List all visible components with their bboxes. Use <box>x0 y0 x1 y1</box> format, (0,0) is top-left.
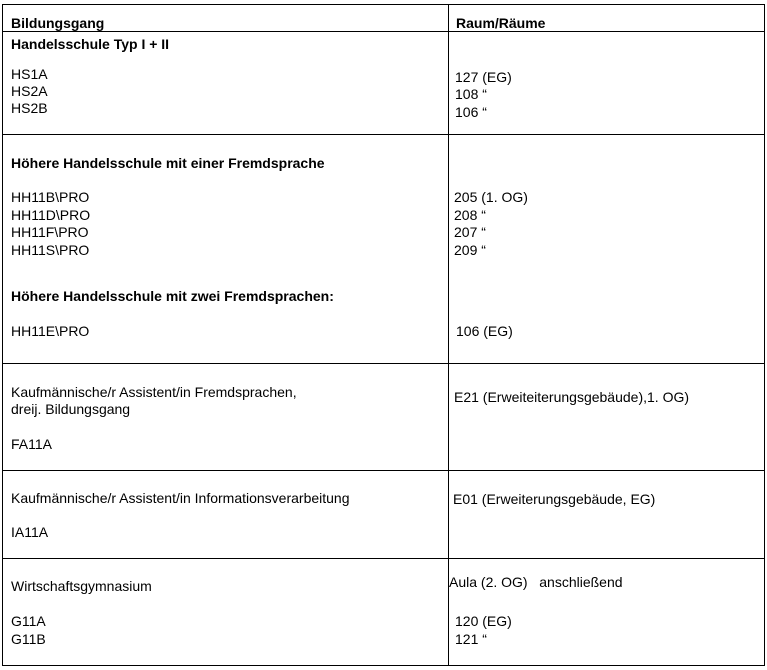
class-code: HS2B <box>11 100 48 116</box>
class-code: HH11D\PRO <box>11 207 91 223</box>
class-code: FA11A <box>11 436 52 452</box>
room-value: 209 “ <box>454 242 486 258</box>
row-divider <box>2 134 765 135</box>
room-value: E01 (Erweiterungsgebäude, EG) <box>453 491 656 507</box>
table-border-left <box>2 4 3 666</box>
program-name: Kaufmännische/r Assistent/in Fremdsprachen, <box>11 384 297 400</box>
header-rooms: Raum/Räume <box>456 15 546 31</box>
program-heading: Höhere Handelsschule mit zwei Fremdsprachen: <box>11 288 334 304</box>
class-code: HH11B\PRO <box>11 189 90 205</box>
header-divider <box>2 31 765 32</box>
table-border-right <box>764 4 765 666</box>
room-value: 127 (EG) <box>455 69 512 85</box>
program-heading: Höhere Handelsschule mit einer Fremdsprache <box>11 155 325 171</box>
room-value: 120 (EG) <box>455 613 512 629</box>
class-code: HS2A <box>11 83 48 99</box>
program-name: Wirtschaftsgymnasium <box>11 578 152 594</box>
room-value: 108 “ <box>455 86 487 102</box>
table-border-bottom <box>2 665 765 666</box>
row-divider <box>2 558 765 559</box>
row-divider <box>2 470 765 471</box>
row-divider <box>2 363 765 364</box>
table-border-top <box>2 4 765 5</box>
column-divider <box>448 4 449 666</box>
room-value: 121 “ <box>455 631 487 647</box>
class-code: G11A <box>11 613 46 629</box>
room-assignment-table <box>2 4 765 666</box>
header-program: Bildungsgang <box>11 15 105 31</box>
class-code: HH11S\PRO <box>11 242 90 258</box>
room-value: 208 “ <box>454 207 486 223</box>
room-value: E21 (Erweiteiterungsgebäude),1. OG) <box>454 389 690 405</box>
program-name: Kaufmännische/r Assistent/in Informationsverarbeitung <box>11 490 350 506</box>
class-code: G11B <box>11 631 46 647</box>
program-heading: Handelsschule Typ I + II <box>11 36 170 52</box>
room-note: Aula (2. OG) anschließend <box>449 574 623 590</box>
room-value: 106 “ <box>455 104 487 120</box>
program-name: dreij. Bildungsgang <box>11 401 131 417</box>
class-code: HH11F\PRO <box>11 224 89 240</box>
class-code: IA11A <box>11 524 49 540</box>
room-value: 205 (1. OG) <box>454 189 528 205</box>
room-value: 207 “ <box>454 224 486 240</box>
room-value: 106 (EG) <box>456 323 513 339</box>
class-code: HS1A <box>11 66 48 82</box>
class-code: HH11E\PRO <box>11 323 90 339</box>
